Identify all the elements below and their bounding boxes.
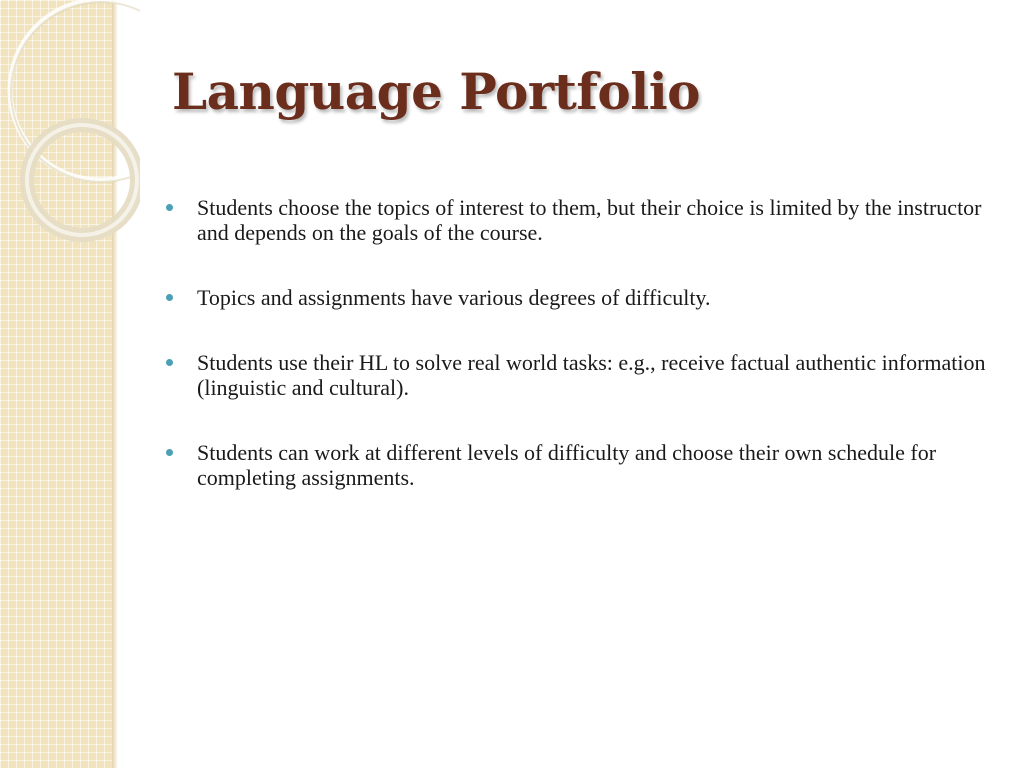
bullet-item xyxy=(166,350,996,400)
bullet-dot-icon xyxy=(166,294,173,301)
bullet-text: Students choose the topics of interest to them, but their choice is limited by the instructor and depends on the goals of the course. xyxy=(197,195,982,245)
bullet-item xyxy=(166,440,996,490)
slide-title: Language Portfolio xyxy=(172,62,701,121)
bullet-text: Students use their HL to solve real world tasks: e.g., receive factual authentic information (linguistic and cultural). xyxy=(197,350,986,400)
bullet-text: Students can work at different levels of difficulty and choose their own schedule for completing assignments. xyxy=(197,440,937,490)
bullet-dot-icon xyxy=(166,359,173,366)
bullet-item xyxy=(166,285,996,310)
bullet-dot-icon xyxy=(166,449,173,456)
decorative-rings xyxy=(0,0,140,260)
bullet-dot-icon xyxy=(166,204,173,211)
bullet-list xyxy=(166,195,996,530)
bullet-text: Topics and assignments have various degrees of difficulty. xyxy=(197,285,711,310)
bullet-item xyxy=(166,195,996,245)
